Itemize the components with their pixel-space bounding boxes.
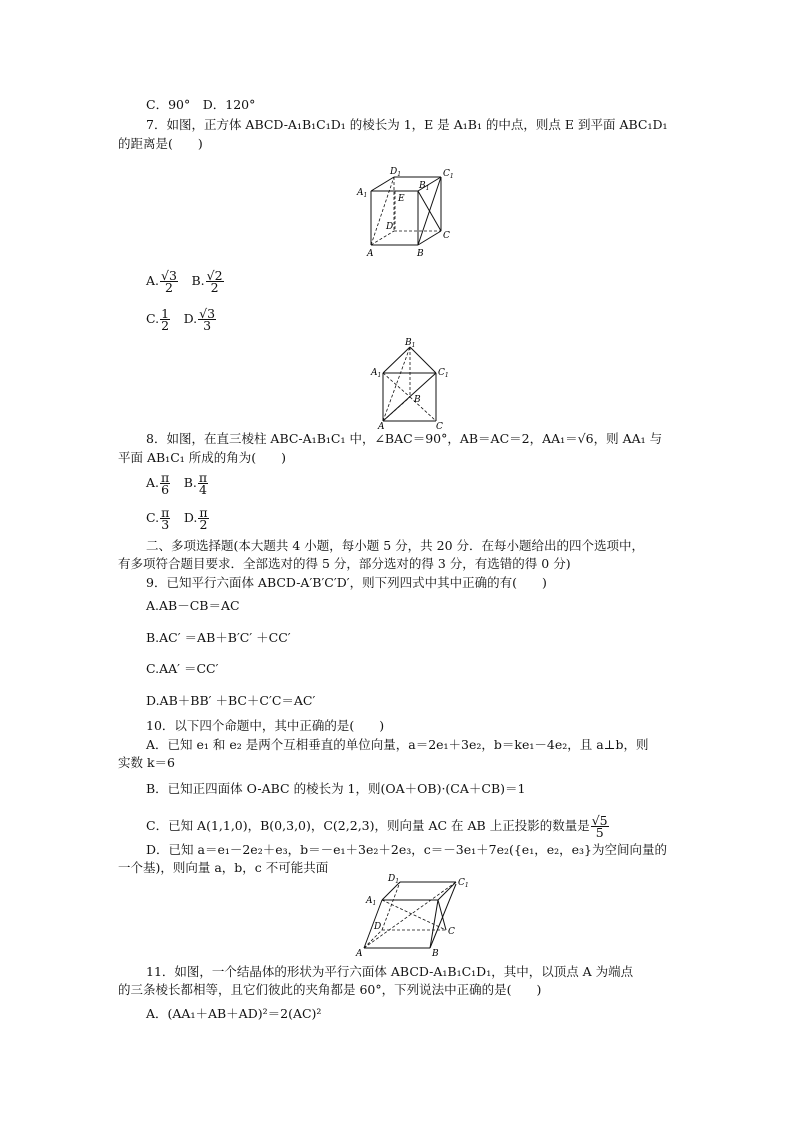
label-d: D (374, 922, 382, 932)
label-a1: A (366, 896, 373, 906)
label-a1: A (371, 368, 378, 378)
section2-header-cont: 有多项符合题目要求．全部选对的得 5 分，部分选对的得 3 分，有选错的得 0 分) (118, 556, 571, 571)
svg-text:D1: $D_1$ (390, 167, 402, 178)
label-c: C (443, 231, 450, 241)
section2-header: 二、多项选择题(本大题共 4 小题，每小题 5 分，共 20 分．在每小题给出的四个选项中， (146, 538, 645, 553)
q9-option-a: A.AB－CB＝AC (146, 598, 240, 613)
q10-option-a: A．已知 e₁ 和 e₂ 是两个互相垂直的单位向量，a＝2e₁＋3e₂，b＝ke₁－4e₂，且 a⊥b，则 (146, 737, 649, 752)
q7-stem-cont: 的距离是( ) (118, 136, 203, 151)
label-b: B (417, 249, 424, 257)
q9-stem: 9．已知平行六面体 ABCD-A′B′C′D′，则下列四式中其中正确的有( ) (146, 575, 547, 590)
q7-stem: 7．如图，正方体 ABCD-A₁B₁C₁D₁ 的棱长为 1，E 是 A₁B₁ 的中点，则点 E 到平面 ABC₁D₁ (146, 117, 668, 132)
q7-options-cd: C. $\frac{1}{2}$ D. $\frac{√3}{3}$ (146, 306, 216, 333)
svg-text:A1: $A_1$ (366, 896, 377, 907)
q8-stem: 8．如图，在直三棱柱 ABC-A₁B₁C₁ 中，∠BAC＝90°，AB＝AC＝2，AA₁＝√6，则 AA₁ 与 (146, 431, 663, 446)
label-c1: C (438, 368, 445, 378)
svg-text:A1: $A_1$ (357, 188, 368, 199)
q6-options-cd: C．90° D．120° (146, 97, 256, 112)
label-c: C (436, 422, 443, 431)
q8-options-cd: C. $\frac{\pi}{3}$ D. $\frac{\pi}{2}$ (146, 505, 208, 532)
q10-stem: 10．以下四个命题中，其中正确的是( ) (146, 718, 385, 733)
q11-stem-cont: 的三条棱长都相等，且它们彼此的夹角都是 60°，下列说法中正确的是( ) (118, 982, 542, 997)
svg-text:C1: $C_1$ (458, 878, 469, 889)
q9-option-d: D.AB＋BB′ ＋BC＋C′C＝AC′ (146, 693, 316, 708)
q11-stem: 11．如图，一个结晶体的形状为平行六面体 ABCD-A₁B₁C₁D₁，其中，以顶点 A 为端点 (146, 964, 634, 979)
q11-option-a: A．(AA₁＋AB＋AD)²＝2(AC)² (146, 1006, 322, 1021)
label-b: B (414, 395, 421, 405)
parallelepiped-figure (352, 872, 477, 958)
label-b: B (432, 949, 439, 958)
label-e: E (398, 194, 405, 204)
cube-figure (355, 165, 460, 257)
label-d1: D (388, 874, 396, 884)
label-d1: D (390, 167, 398, 177)
label-b1: B (419, 181, 426, 191)
label-a: A (356, 949, 363, 958)
prism-figure (368, 337, 458, 431)
svg-text:B1: $B_1$ (419, 181, 430, 192)
label-c: C (448, 927, 455, 937)
q8-stem-cont: 平面 AB₁C₁ 所成的角为( ) (118, 450, 286, 465)
q10-option-b: B．已知正四面体 O-ABC 的棱长为 1，则(OA＋OB)·(CA＋CB)＝1 (146, 781, 526, 796)
q9-option-b: B.AC′ ＝AB＋B′C′ ＋CC′ (146, 630, 291, 645)
svg-text:D1: $D_1$ (388, 874, 400, 885)
svg-text:C1: $C_1$ (438, 368, 449, 379)
svg-text:B1: $B_1$ (405, 338, 416, 349)
svg-text:A1: $A_1$ (371, 368, 382, 379)
q10-option-d-cont: 一个基)，则向量 a，b，c 不可能共面 (118, 860, 329, 875)
q8-options-ab: A. $\frac{\pi}{6}$ B. $\frac{\pi}{4}$ (146, 470, 208, 497)
label-a: A (367, 249, 374, 257)
label-b1: B (405, 338, 412, 348)
label-c1: C (443, 169, 450, 179)
q10-option-d: D．已知 a＝e₁－2e₂＋e₃，b＝－e₁＋3e₂＋2e₃，c＝－3e₁＋7e₂({e₁，e₂，e₃}为空间向量的 (146, 842, 667, 857)
q9-option-c: C.AA′ ＝CC′ (146, 661, 219, 676)
label-c1: C (458, 878, 465, 888)
label-a1: A (357, 188, 364, 198)
q10-option-c: C．已知 A(1,1,0)，B(0,3,0)，C(2,2,3)，则向量 AC 在 AB 上正投影的数量是 $\frac{√5}{5}$ (146, 813, 608, 840)
svg-text:C1: $C_1$ (443, 169, 454, 180)
q7-options-ab: A. $\frac{√3}{2}$ B. $\frac{√2}{2}$ (146, 268, 223, 295)
q10-option-a-cont: 实数 k＝6 (118, 755, 176, 770)
label-a: A (378, 422, 385, 431)
label-d: D (386, 222, 394, 232)
